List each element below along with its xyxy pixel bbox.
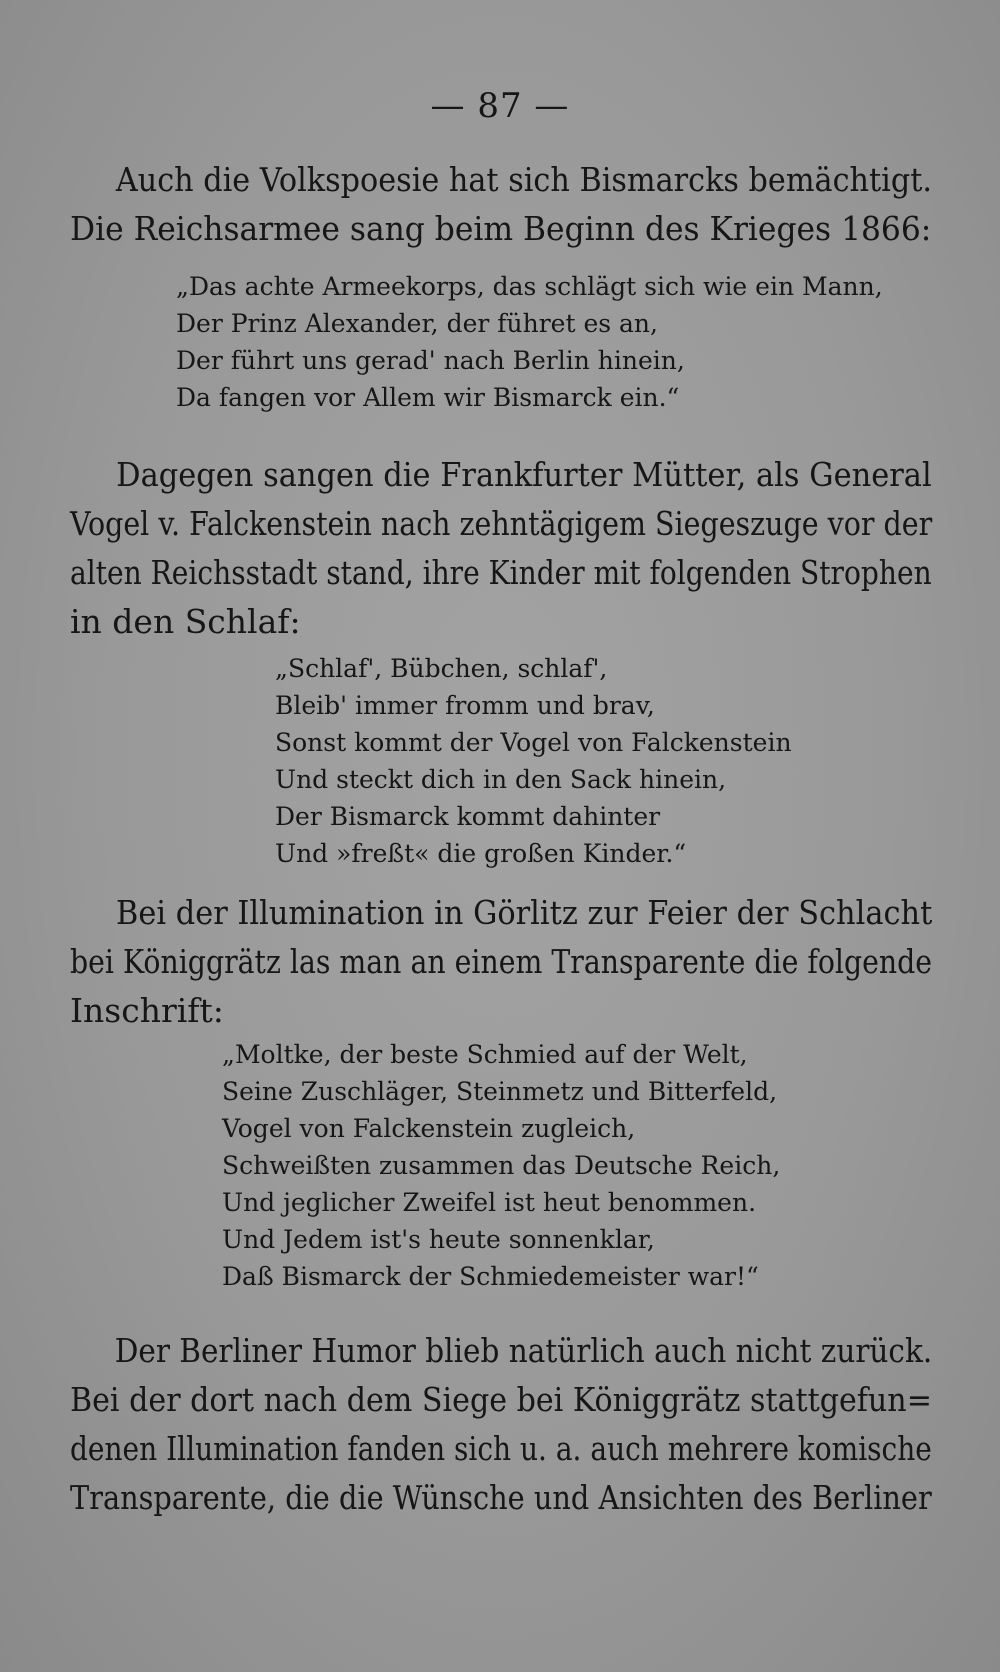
verse-line: Sonst kommt der Vogel von Falckenstein bbox=[275, 728, 792, 757]
text-line: Dagegen sangen die Frankfurter Mütter, als General bbox=[116, 455, 932, 494]
text-line: Transparente, die die Wünsche und Ansichten des Berliner bbox=[70, 1478, 932, 1517]
verse-line: Und »freßt« die großen Kinder.“ bbox=[275, 839, 687, 868]
text-line: Auch die Volkspoesie hat sich Bismarcks bemächtigt. bbox=[115, 160, 933, 199]
verse-line: Da fangen vor Allem wir Bismarck ein.“ bbox=[176, 383, 680, 412]
verse-line: Der führt uns gerad' nach Berlin hinein, bbox=[176, 346, 685, 375]
text-line: Bei der Illumination in Görlitz zur Feier der Schlacht bbox=[116, 893, 933, 932]
verse-line: „Schlaf', Bübchen, schlaf', bbox=[275, 654, 608, 683]
verse-line: Der Prinz Alexander, der führet es an, bbox=[176, 309, 658, 338]
verse-line: Vogel von Falckenstein zugleich, bbox=[222, 1114, 636, 1143]
paragraph-berliner-humor bbox=[70, 1326, 932, 1522]
verse-armeekorps bbox=[176, 268, 883, 416]
text-line: Inschrift: bbox=[70, 991, 224, 1030]
text-line: alten Reichsstadt stand, ihre Kinder mit folgenden Strophen bbox=[70, 553, 932, 592]
verse-line: Und jeglicher Zweifel ist heut benommen. bbox=[222, 1188, 757, 1217]
verse-line: „Das achte Armeekorps, das schlägt sich wie ein Mann, bbox=[176, 272, 883, 301]
verse-line: Bleib' immer fromm und brav, bbox=[275, 691, 655, 720]
verse-line: Und Jedem ist's heute sonnenklar, bbox=[222, 1225, 655, 1254]
verse-inschrift bbox=[222, 1036, 780, 1295]
text-line: bei Königgrätz las man an einem Transparente die folgende bbox=[70, 942, 933, 981]
text-line: in den Schlaf: bbox=[70, 602, 301, 641]
text-line: Vogel v. Falckenstein nach zehntägigem Siegeszuge vor der bbox=[70, 504, 933, 543]
paragraph-frankfurter-muetter bbox=[70, 450, 932, 646]
verse-line: „Moltke, der beste Schmied auf der Welt, bbox=[222, 1040, 748, 1069]
text-line: Bei der dort nach dem Siege bei Königgrätz stattgefun= bbox=[70, 1380, 932, 1419]
verse-line: Seine Zuschläger, Steinmetz und Bitterfeld, bbox=[222, 1077, 778, 1106]
paragraph-goerlitz bbox=[70, 888, 932, 1035]
page-number: — 87 — bbox=[430, 86, 570, 126]
paragraph-volkspoesie bbox=[70, 155, 932, 253]
text-line: Die Reichsarmee sang beim Beginn des Krieges 1866: bbox=[70, 209, 932, 248]
verse-line: Und steckt dich in den Sack hinein, bbox=[275, 765, 727, 794]
text-line: denen Illumination fanden sich u. a. auch mehrere komische bbox=[70, 1429, 932, 1468]
verse-line: Schweißten zusammen das Deutsche Reich, bbox=[222, 1151, 781, 1180]
text-line: Der Berliner Humor blieb natürlich auch nicht zurück. bbox=[114, 1331, 933, 1370]
verse-line: Daß Bismarck der Schmiedemeister war!“ bbox=[222, 1262, 759, 1291]
verse-schlaflied bbox=[275, 650, 792, 872]
verse-line: Der Bismarck kommt dahinter bbox=[275, 802, 661, 831]
